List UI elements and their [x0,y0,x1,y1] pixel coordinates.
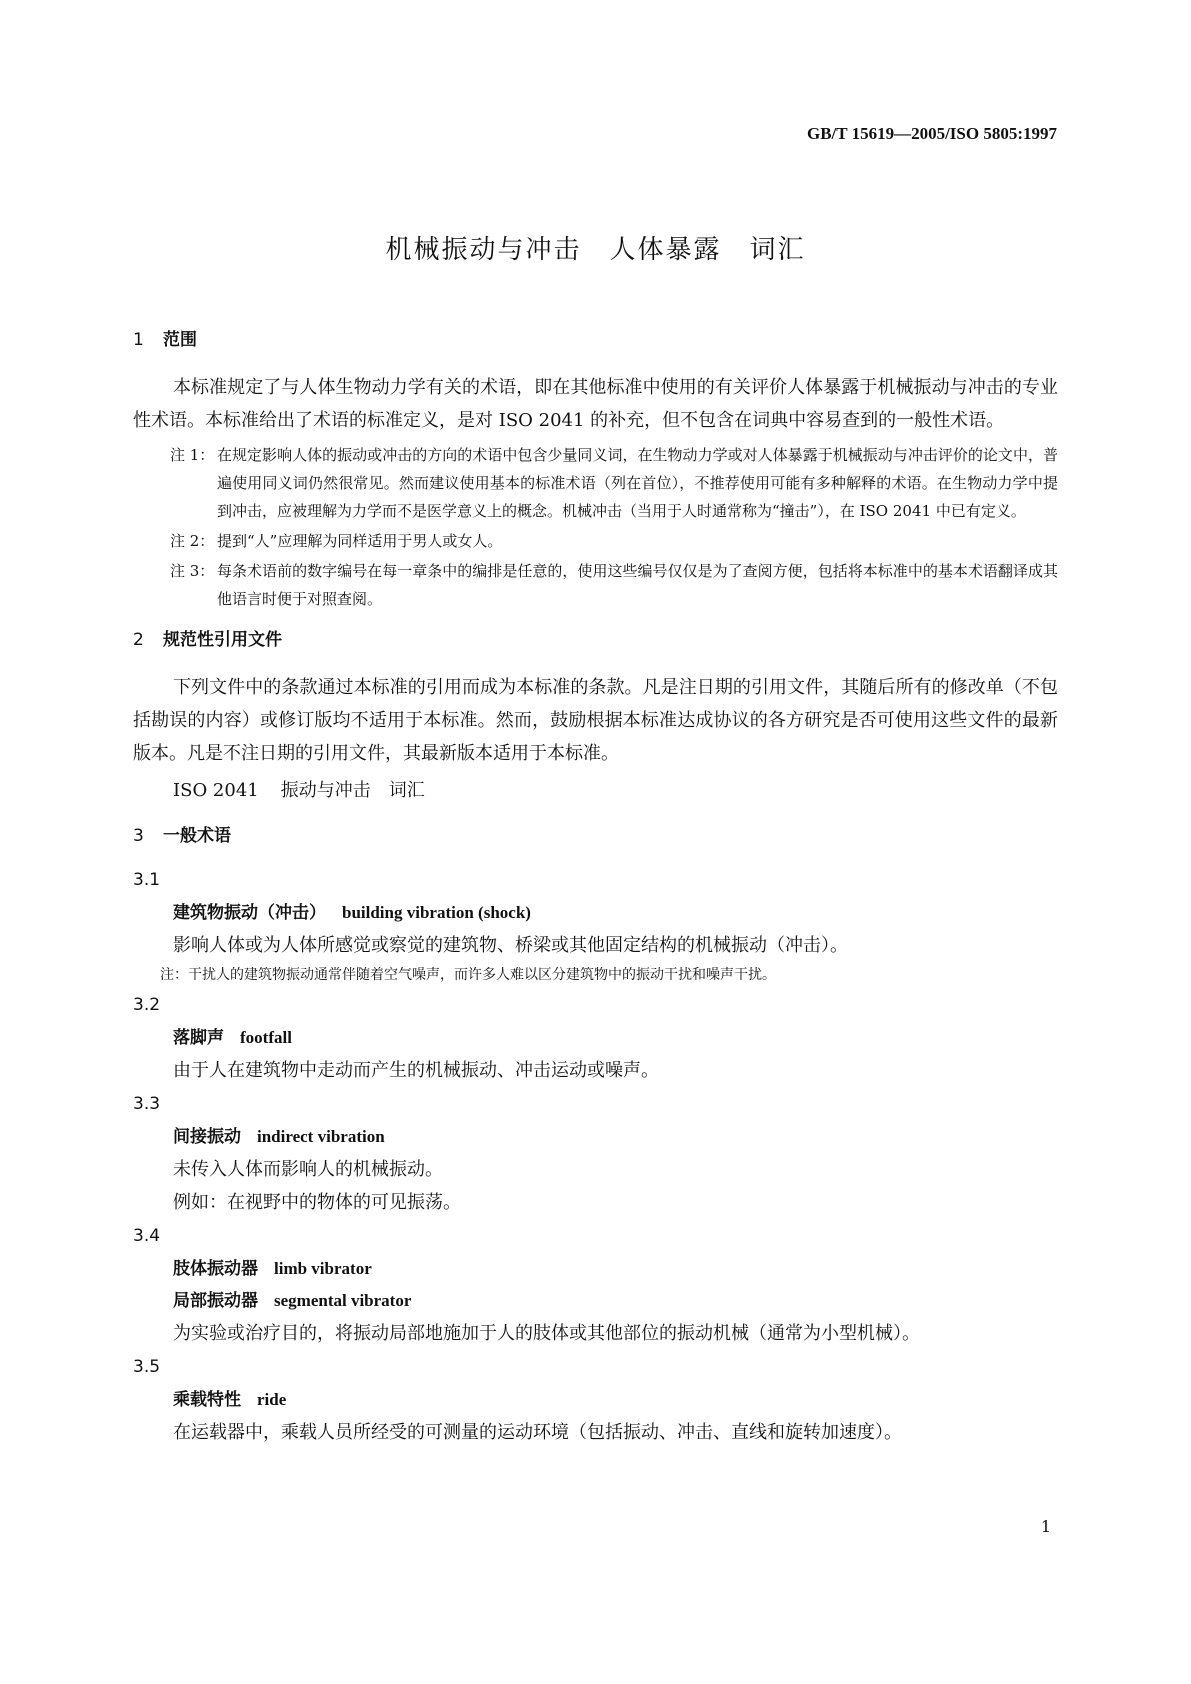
term-definition: 为实验或治疗目的，将振动局部地施加于人的肢体或其他部位的振动机械（通常为小型机械）。 [173,1323,920,1344]
term-english: limb vibrator [274,1259,372,1278]
term-chinese: 乘载特性 [173,1390,241,1410]
reference-name: 振动与冲击 词汇 [280,780,425,801]
term-entry [133,1022,1058,1054]
note-text: 提到“人”应理解为同样适用于男人或女人。 [217,532,503,550]
section-number: 2 [133,630,144,650]
scope-paragraph: 本标准规定了与人体生物动力学有关的术语，即在其他标准中使用的有关评价人体暴露于机械振动与冲击的专业性术语。本标准给出了术语的标准定义，是对 ISO 2041 的补充，但不包含在词典中容易查到的一般性术语。 [133,377,1058,431]
document-title: 机械振动与冲击 人体暴露 词汇 [385,235,806,265]
term-english: segmental vibrator [274,1291,412,1310]
term-entry [133,1121,1058,1153]
term-english: building vibration (shock) [342,903,531,922]
clause-number: 3.4 [133,1226,161,1246]
term-definition: 未传入人体而影响人的机械振动。 [173,1159,443,1180]
term-chinese: 建筑物振动（冲击） [173,903,326,923]
term-english: indirect vibration [257,1127,385,1146]
section-number: 3 [133,826,144,846]
note-1 [133,441,1058,525]
term-definition: 由于人在建筑物中走动而产生的机械振动、冲击运动或噪声。 [173,1060,659,1081]
term-entry-synonym [133,1285,1058,1317]
term-entry [133,1253,1058,1285]
term-chinese: 局部振动器 [173,1291,258,1311]
term-example: 例如：在视野中的物体的可见振荡。 [173,1192,461,1213]
term-chinese: 间接振动 [173,1127,241,1147]
section-number: 1 [133,330,144,350]
note-text: 每条术语前的数字编号在每一章条中的编排是任意的，使用这些编号仅仅是为了查阅方便，包括将本标准中的基本术语翻译成其他语言时便于对照查阅。 [217,562,1058,608]
document-body [133,323,1058,1449]
standard-number: GB/T 15619—2005/ISO 5805:1997 [807,124,1057,143]
term-entry [133,897,1058,929]
term-entry [133,1384,1058,1416]
page-number: 1 [1040,1517,1051,1536]
section-2-heading [133,623,1058,657]
term-definition: 影响人体或为人体所感觉或察觉的建筑物、桥梁或其他固定结构的机械振动（冲击）。 [173,935,848,956]
note-3 [133,557,1058,613]
term-english: ride [257,1390,287,1409]
clause-number: 3.3 [133,1094,161,1114]
clause-number: 3.5 [133,1357,161,1377]
section-title: 范围 [163,330,197,350]
note-text: 在规定影响人体的振动或冲击的方向的术语中包含少量同义词，在生物动力学或对人体暴露于机械振动与冲击评价的论文中，普遍使用同义词仍然很常见。然而建议使用基本的标准术语（列在首位），不推荐使用可能有多种解释的术语。在生物动力学中提到冲击，应被理解为力学而不是医学意义上的概念。机械冲击（当用于人时通常称为“撞击”），在 ISO 2041 中已有定义。 [217,446,1058,520]
section-title: 一般术语 [163,826,231,846]
reference-code: ISO 2041 [173,780,259,801]
note-label: 注 1： [170,446,215,464]
reference-item [133,774,1058,807]
note-label: 注 3： [170,562,215,580]
section-title: 规范性引用文件 [163,630,282,650]
term-note: 注：干扰人的建筑物振动通常伴随着空气噪声，而许多人难以区分建筑物中的振动干扰和噪声干扰。 [160,967,776,983]
term-chinese: 落脚声 [173,1028,224,1048]
term-chinese: 肢体振动器 [173,1259,258,1279]
term-definition: 在运载器中，乘载人员所经受的可测量的运动环境（包括振动、冲击、直线和旋转加速度）。 [173,1422,902,1443]
clause-number: 3.1 [133,870,161,890]
normative-references-paragraph: 下列文件中的条款通过本标准的引用而成为本标准的条款。凡是注日期的引用文件，其随后所有的修改单（不包括勘误的内容）或修订版均不适用于本标准。然而，鼓励根据本标准达成协议的各方研究是否可使用这些文件的最新版本。凡是不注日期的引用文件，其最新版本适用于本标准。 [133,677,1058,764]
clause-number: 3.2 [133,995,161,1015]
note-label: 注 2： [170,532,215,550]
section-1-heading [133,323,1058,357]
term-english: footfall [240,1028,292,1047]
note-2 [133,527,1058,555]
section-3-heading [133,819,1058,853]
